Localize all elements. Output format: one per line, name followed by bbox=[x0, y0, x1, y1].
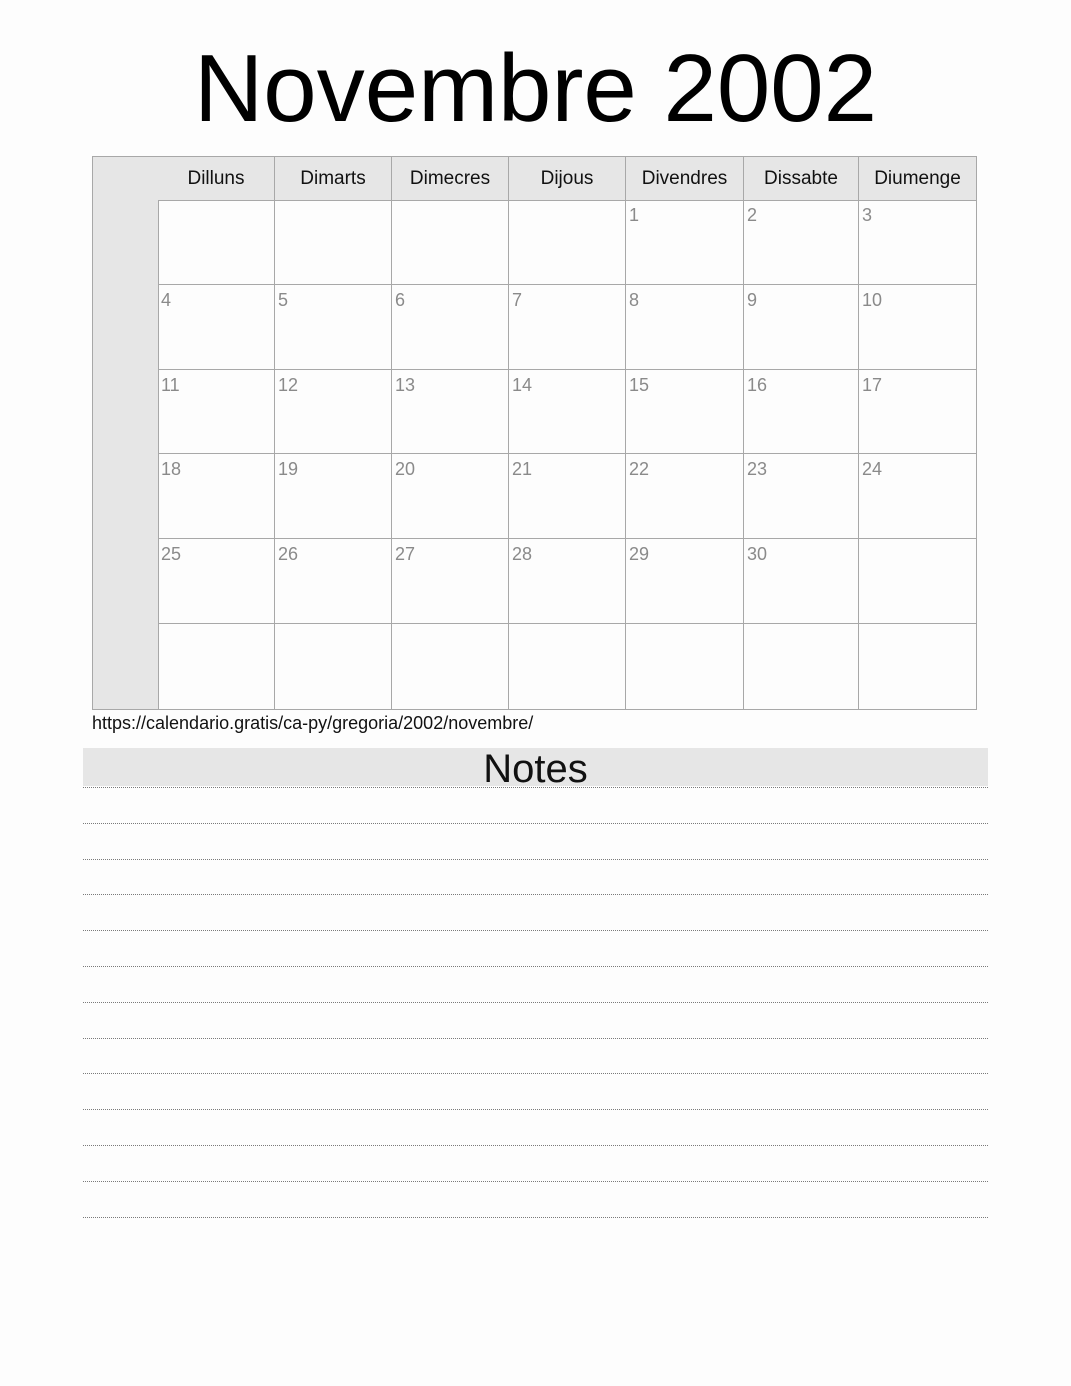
day-cell[interactable] bbox=[158, 539, 275, 624]
day-number: 17 bbox=[862, 374, 883, 395]
day-cell[interactable] bbox=[392, 624, 509, 709]
note-line bbox=[83, 787, 988, 788]
day-cell[interactable] bbox=[859, 200, 976, 285]
note-line bbox=[83, 894, 988, 895]
weekday-header: Dijous bbox=[509, 157, 626, 200]
weekday-header: Divendres bbox=[626, 157, 744, 200]
day-cell[interactable] bbox=[509, 285, 626, 370]
day-number: 8 bbox=[629, 289, 640, 310]
day-cell[interactable] bbox=[275, 624, 392, 709]
note-line bbox=[83, 1217, 988, 1218]
day-number: 14 bbox=[512, 374, 533, 395]
day-cell[interactable] bbox=[275, 285, 392, 370]
day-number: 28 bbox=[512, 544, 533, 565]
day-cell[interactable] bbox=[392, 454, 509, 539]
weekday-header-row bbox=[158, 157, 976, 201]
day-number: 21 bbox=[512, 459, 533, 480]
day-number: 15 bbox=[629, 374, 650, 395]
day-number: 18 bbox=[161, 459, 182, 480]
day-number: 29 bbox=[629, 544, 650, 565]
day-cell[interactable] bbox=[859, 539, 976, 624]
day-cell[interactable] bbox=[509, 539, 626, 624]
day-number: 20 bbox=[395, 459, 416, 480]
note-line bbox=[83, 1109, 988, 1110]
weekday-header: Dilluns bbox=[158, 157, 275, 200]
weekday-header: Dimecres bbox=[392, 157, 509, 200]
day-number: 16 bbox=[747, 374, 768, 395]
day-number: 30 bbox=[747, 544, 768, 565]
day-cell[interactable] bbox=[392, 200, 509, 285]
source-url[interactable]: https://calendario.gratis/ca-py/gregoria/2002/novembre/ bbox=[92, 713, 534, 733]
day-cell[interactable] bbox=[275, 370, 392, 455]
page-title: Novembre 2002 bbox=[193, 35, 878, 142]
day-cell[interactable] bbox=[859, 285, 976, 370]
day-cell[interactable] bbox=[158, 454, 275, 539]
day-cell[interactable] bbox=[744, 454, 859, 539]
day-number: 4 bbox=[161, 289, 172, 310]
note-line bbox=[83, 1038, 988, 1039]
day-cell[interactable] bbox=[275, 539, 392, 624]
note-line bbox=[83, 1145, 988, 1146]
weekday-header: Dimarts bbox=[275, 157, 392, 200]
day-cell[interactable] bbox=[509, 200, 626, 285]
day-cell[interactable] bbox=[509, 454, 626, 539]
day-cell[interactable] bbox=[744, 200, 859, 285]
day-cell[interactable] bbox=[626, 539, 744, 624]
note-line bbox=[83, 823, 988, 824]
day-cell[interactable] bbox=[859, 454, 976, 539]
note-line bbox=[83, 1073, 988, 1074]
day-number: 9 bbox=[747, 289, 758, 310]
day-cell[interactable] bbox=[626, 454, 744, 539]
weekday-header: Diumenge bbox=[874, 168, 961, 189]
day-number: 10 bbox=[862, 289, 883, 310]
day-cell[interactable] bbox=[275, 200, 392, 285]
day-cell[interactable] bbox=[744, 285, 859, 370]
notes-heading: Notes bbox=[83, 748, 988, 786]
day-cell[interactable] bbox=[158, 200, 275, 285]
day-number: 24 bbox=[862, 459, 883, 480]
calendar-grid bbox=[92, 156, 977, 710]
day-number: 3 bbox=[862, 205, 873, 225]
day-number: 25 bbox=[161, 544, 182, 565]
day-number: 6 bbox=[395, 289, 406, 310]
day-cell[interactable] bbox=[158, 370, 275, 455]
day-number: 27 bbox=[395, 544, 416, 565]
day-cell[interactable] bbox=[626, 370, 744, 455]
day-cell[interactable] bbox=[158, 624, 275, 709]
weekday-header: Dissabte bbox=[744, 157, 859, 200]
day-number: 12 bbox=[278, 374, 299, 395]
note-line bbox=[83, 1181, 988, 1182]
day-number: 13 bbox=[395, 374, 416, 395]
day-cell[interactable] bbox=[158, 285, 275, 370]
day-cell[interactable] bbox=[744, 624, 859, 709]
day-number: 22 bbox=[629, 459, 650, 480]
day-cell[interactable] bbox=[744, 370, 859, 455]
day-cell[interactable] bbox=[509, 624, 626, 709]
note-line bbox=[83, 966, 988, 967]
day-cell[interactable] bbox=[392, 370, 509, 455]
day-cell[interactable] bbox=[744, 539, 859, 624]
note-line bbox=[83, 859, 988, 860]
day-cell[interactable] bbox=[509, 370, 626, 455]
day-number: 1 bbox=[629, 205, 640, 225]
day-number: 23 bbox=[747, 459, 768, 480]
day-cell[interactable] bbox=[626, 624, 744, 709]
note-line bbox=[83, 1002, 988, 1003]
day-cell[interactable] bbox=[626, 200, 744, 285]
day-number: 11 bbox=[161, 374, 180, 395]
day-number: 26 bbox=[278, 544, 299, 565]
day-cell[interactable] bbox=[626, 285, 744, 370]
day-number: 19 bbox=[278, 459, 299, 480]
day-number: 5 bbox=[278, 289, 289, 310]
week-number-column bbox=[93, 157, 159, 709]
day-cell[interactable] bbox=[859, 624, 976, 709]
day-cell[interactable] bbox=[859, 370, 976, 455]
day-number: 2 bbox=[747, 205, 758, 225]
day-cell[interactable] bbox=[392, 285, 509, 370]
day-cell[interactable] bbox=[275, 454, 392, 539]
note-line bbox=[83, 930, 988, 931]
day-cell[interactable] bbox=[392, 539, 509, 624]
day-number: 7 bbox=[512, 289, 523, 310]
